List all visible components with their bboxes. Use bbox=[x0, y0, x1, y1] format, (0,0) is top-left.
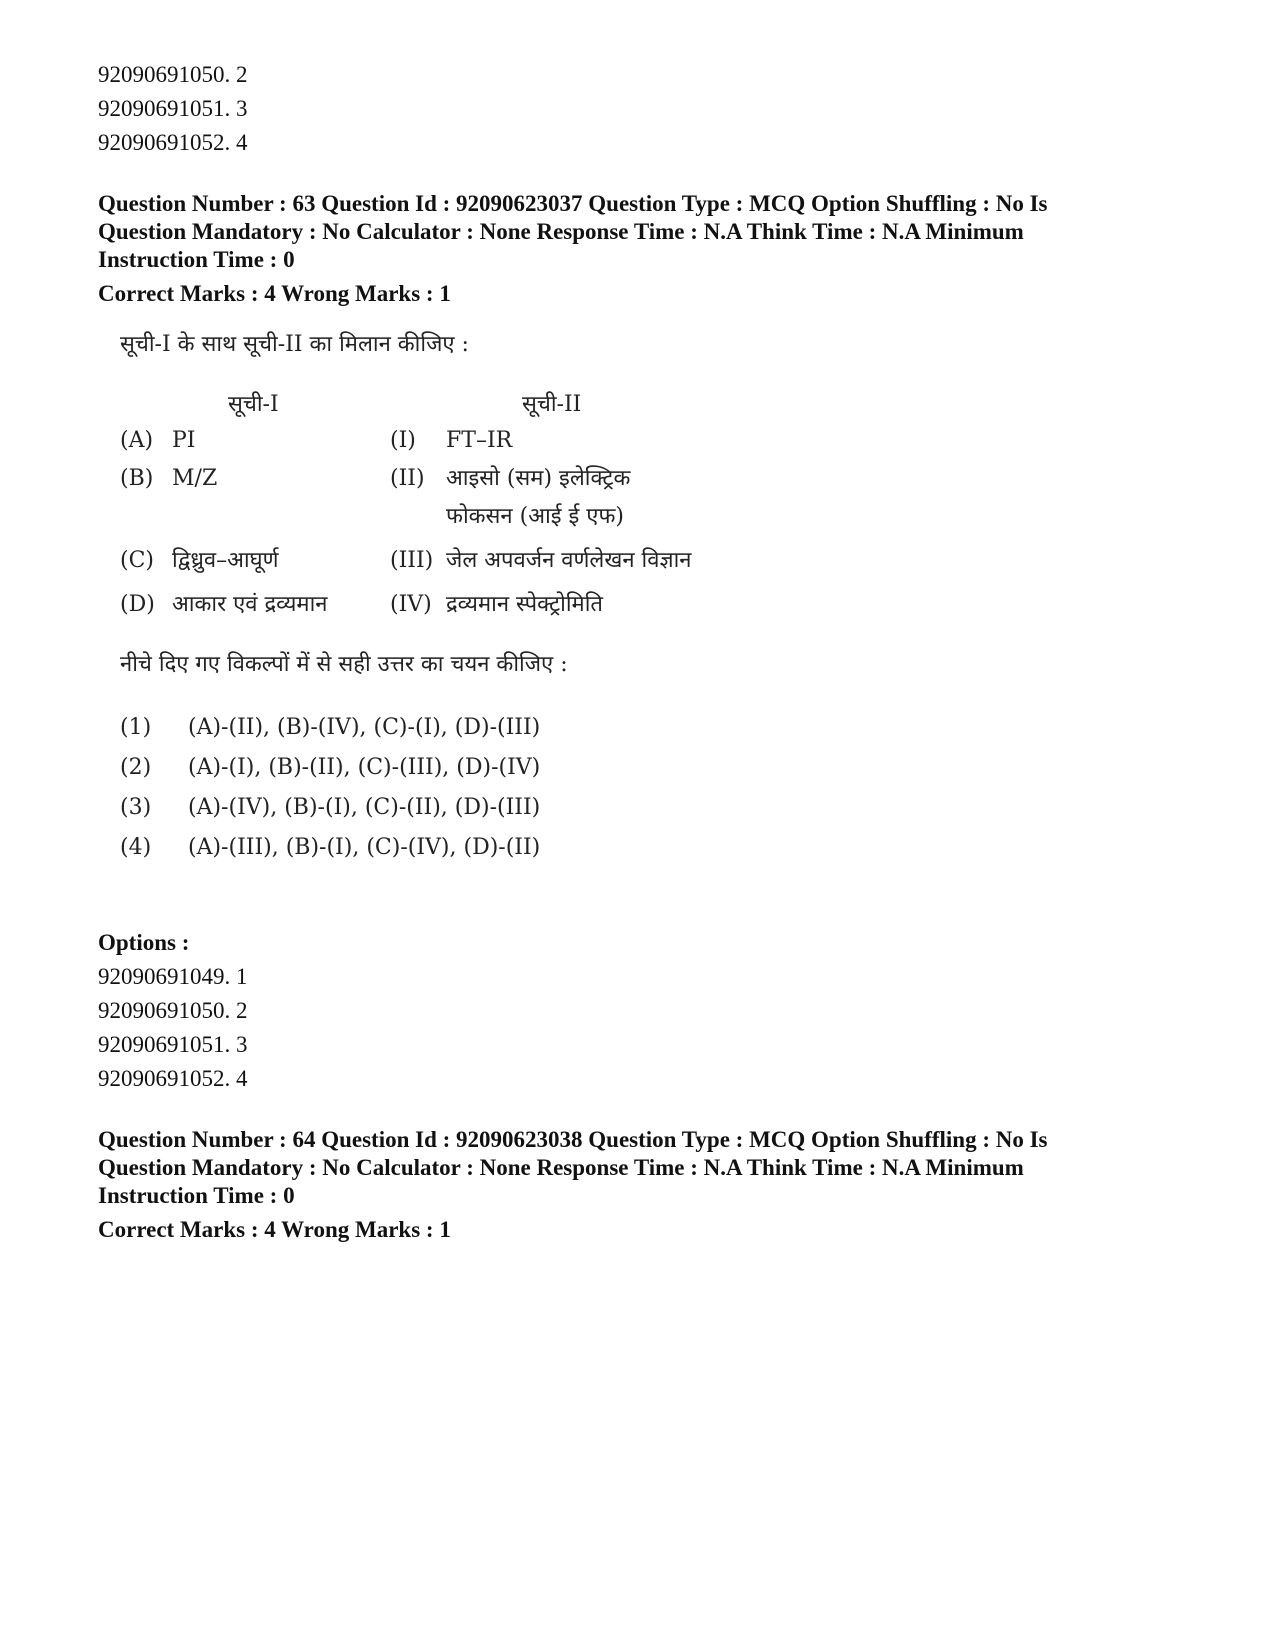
choice-number: (2) bbox=[120, 755, 152, 780]
option-list bbox=[98, 960, 1198, 1096]
list1-item: आकार एवं द्रव्यमान bbox=[172, 592, 328, 617]
question-meta: Question Number : 63 Question Id : 92090623037 Question Type : MCQ Option Shuffling : No Is bbox=[98, 191, 1048, 216]
match-row bbox=[120, 542, 820, 580]
question-64 bbox=[98, 1126, 1198, 1244]
options-title: Options : bbox=[98, 930, 190, 955]
question-body bbox=[120, 328, 820, 868]
question-meta: Question Mandatory : No Calculator : None Response Time : N.A Think Time : N.A Minimum bbox=[98, 219, 1024, 244]
list2-item: FT–IR bbox=[446, 428, 513, 453]
list2-item: जेल अपवर्जन वर्णलेखन विज्ञान bbox=[446, 548, 692, 573]
question-meta: Question Mandatory : No Calculator : None Response Time : N.A Think Time : N.A Minimum bbox=[98, 1155, 1024, 1180]
list1-item: द्विध्रुव–आघूर्ण bbox=[172, 548, 279, 573]
list2-item: द्रव्यमान स्पेक्ट्रोमिति bbox=[446, 592, 603, 617]
document-page bbox=[98, 58, 1198, 1244]
option-line: 92090691051. 3 bbox=[98, 96, 248, 121]
list2-label: (I) bbox=[390, 428, 416, 453]
question-marks: Correct Marks : 4 Wrong Marks : 1 bbox=[98, 281, 451, 306]
choice-text: (A)-(I), (B)-(II), (C)-(III), (D)-(IV) bbox=[188, 755, 541, 780]
question-meta: Instruction Time : 0 bbox=[98, 1183, 295, 1208]
list1-label: (A) bbox=[120, 428, 154, 453]
option-line: 92090691052. 4 bbox=[98, 1066, 248, 1091]
choice-number: (1) bbox=[120, 715, 152, 740]
question-meta: Question Number : 64 Question Id : 92090623038 Question Type : MCQ Option Shuffling : No Is bbox=[98, 1127, 1048, 1152]
list2-heading: सूची-II bbox=[522, 392, 582, 417]
choice-text: (A)-(III), (B)-(I), (C)-(IV), (D)-(II) bbox=[188, 835, 541, 860]
list1-heading: सूची-I bbox=[228, 392, 279, 417]
choice-text: (A)-(IV), (B)-(I), (C)-(II), (D)-(III) bbox=[188, 795, 541, 820]
question-instruction: नीचे दिए गए विकल्पों में से सही उत्तर का चयन कीजिए : bbox=[120, 652, 568, 677]
choice-number: (3) bbox=[120, 795, 152, 820]
answer-choice bbox=[120, 748, 820, 788]
choice-number: (4) bbox=[120, 835, 152, 860]
answer-choice bbox=[120, 708, 820, 748]
option-line: 92090691050. 2 bbox=[98, 998, 248, 1023]
option-line: 92090691051. 3 bbox=[98, 1032, 248, 1057]
answer-choice bbox=[120, 788, 820, 828]
question-meta: Instruction Time : 0 bbox=[98, 247, 295, 272]
list2-label: (IV) bbox=[390, 592, 432, 617]
previous-options bbox=[98, 58, 1198, 160]
question-intro: सूची-I के साथ सूची-II का मिलान कीजिए : bbox=[120, 332, 469, 357]
list2-item: आइसो (सम) इलेक्ट्रिक फोकसन (आई ई एफ) bbox=[446, 466, 631, 529]
list1-label: (D) bbox=[120, 592, 155, 617]
match-row bbox=[120, 422, 820, 460]
list1-item: PI bbox=[172, 428, 196, 453]
list2-label: (III) bbox=[390, 548, 434, 573]
option-line: 92090691052. 4 bbox=[98, 130, 248, 155]
list2-label: (II) bbox=[390, 466, 425, 491]
list1-label: (B) bbox=[120, 466, 154, 491]
answer-choices bbox=[120, 708, 820, 868]
match-lists bbox=[120, 388, 820, 624]
answer-choice bbox=[120, 828, 820, 868]
list1-label: (C) bbox=[120, 548, 154, 573]
choice-text: (A)-(II), (B)-(IV), (C)-(I), (D)-(III) bbox=[188, 715, 541, 740]
question-marks: Correct Marks : 4 Wrong Marks : 1 bbox=[98, 1217, 451, 1242]
option-line: 92090691050. 2 bbox=[98, 62, 248, 87]
list1-item: M/Z bbox=[172, 466, 218, 491]
option-line: 92090691049. 1 bbox=[98, 964, 248, 989]
question-63 bbox=[98, 190, 1198, 1096]
match-row bbox=[120, 586, 820, 624]
match-row bbox=[120, 460, 820, 536]
